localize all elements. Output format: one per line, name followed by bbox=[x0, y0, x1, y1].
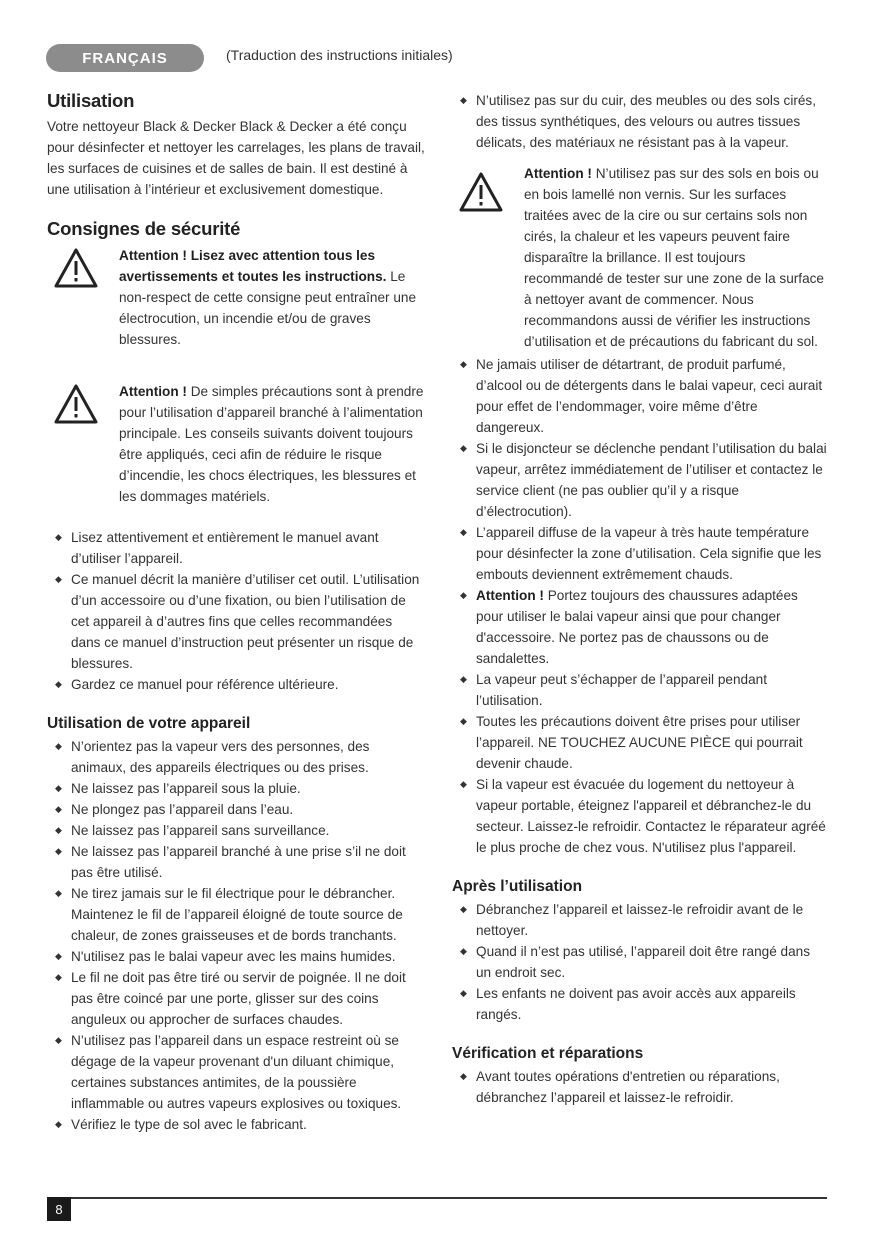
diamond-icon: ◆ bbox=[55, 679, 62, 689]
after-use-heading: Après l’utilisation bbox=[452, 878, 583, 895]
diamond-icon: ◆ bbox=[460, 95, 467, 105]
list-item: ◆ L’appareil diffuse de la vapeur à très haute température pour désinfecter la zone d’utilisation. Cela signifie que les embouts deviennent extrêmement chauds. bbox=[452, 522, 828, 585]
warning-text bbox=[119, 381, 425, 507]
list-item: ◆ Attention ! Portez toujours des chaussures adaptées pour utiliser le balai vapeur ainsi que pour changer d'accessoire. Ne portez pas de chaussons ou de sandalettes. bbox=[452, 585, 828, 669]
diamond-icon: ◆ bbox=[460, 946, 467, 956]
diamond-icon: ◆ bbox=[55, 574, 62, 584]
diamond-icon: ◆ bbox=[460, 674, 467, 684]
warning-label: Attention ! bbox=[119, 384, 187, 399]
list-item: ◆ Toutes les précautions doivent être prises pour utiliser l’appareil. NE TOUCHEZ AUCUNE PIÈCE qui pourrait devenir chaude. bbox=[452, 711, 828, 774]
list-item: ◆ Les enfants ne doivent pas avoir accès aux appareils rangés. bbox=[452, 983, 828, 1025]
list-item: ◆ Ne plongez pas l’appareil dans l’eau. bbox=[47, 799, 425, 820]
diamond-icon: ◆ bbox=[55, 972, 62, 982]
list-item: ◆ Gardez ce manuel pour référence ultérieure. bbox=[47, 674, 425, 695]
diamond-icon: ◆ bbox=[55, 783, 62, 793]
warning-triangle-icon bbox=[53, 383, 99, 425]
usage-text: Votre nettoyeur Black & Decker Black & Decker a été conçu pour désinfecter et nettoyer les carrelages, les plans de travail, les surfaces de cuisines et de salles de bain. Il est destiné à une utilisation à l’intérieur et exclusivement domestique. bbox=[47, 119, 425, 197]
page-number: 8 bbox=[47, 1197, 71, 1221]
warning-block-floors bbox=[452, 163, 828, 352]
warning-label: Attention ! bbox=[524, 166, 592, 181]
diamond-icon: ◆ bbox=[55, 804, 62, 814]
material-bullets bbox=[452, 90, 828, 153]
precaution-bullets bbox=[452, 354, 828, 858]
repair-bullets bbox=[452, 1066, 828, 1108]
list-item: ◆ N’orientez pas la vapeur vers des personnes, des animaux, des appareils électriques ou des prises. bbox=[47, 736, 425, 778]
safety-heading: Consignes de sécurité bbox=[47, 218, 241, 239]
diamond-icon: ◆ bbox=[460, 1071, 467, 1081]
footer-rule bbox=[47, 1197, 827, 1199]
list-item: ◆ Ne tirez jamais sur le fil électrique pour le débrancher. Maintenez le fil de l’appareil éloigné de toute source de chaleur, de zones graisseuses et de bords tranchants. bbox=[47, 883, 425, 946]
diamond-icon: ◆ bbox=[460, 359, 467, 369]
diamond-icon: ◆ bbox=[460, 590, 467, 600]
right-column bbox=[452, 90, 828, 1108]
warning-body: Le non-respect de cette consigne peut entraîner une électrocution, un incendie et/ou de graves blessures. bbox=[119, 269, 416, 347]
list-item: ◆ N’utilisez pas sur du cuir, des meubles ou des sols cirés, des tissus synthétiques, des velours ou autres tissues délicats, des matériaux ne résistant pas à la vapeur. bbox=[452, 90, 828, 153]
list-item: ◆ Ne laissez pas l’appareil branché à une prise s’il ne doit pas être utilisé. bbox=[47, 841, 425, 883]
diamond-icon: ◆ bbox=[55, 1035, 62, 1045]
list-item: ◆ Débranchez l’appareil et laissez-le refroidir avant de le nettoyer. bbox=[452, 899, 828, 941]
warning-text bbox=[524, 163, 828, 352]
list-item: ◆ N'utilisez pas le balai vapeur avec les mains humides. bbox=[47, 946, 425, 967]
diamond-icon: ◆ bbox=[55, 888, 62, 898]
diamond-icon: ◆ bbox=[55, 1119, 62, 1129]
warning-triangle-icon bbox=[53, 247, 99, 289]
warning-label: Attention ! Lisez avec attention tous les avertissements et toutes les instructions. bbox=[119, 248, 387, 284]
diamond-icon: ◆ bbox=[460, 527, 467, 537]
list-item: ◆ Ce manuel décrit la manière d’utiliser cet outil. L’utilisation d’un accessoire ou d’une fixation, ou bien l’utilisation de cet appareil à d’autres fins que celles recommandées dans ce manuel d’instruction peut présenter un risque de blessures. bbox=[47, 569, 425, 674]
list-item: ◆ La vapeur peut s’échapper de l’appareil pendant l’utilisation. bbox=[452, 669, 828, 711]
diamond-icon: ◆ bbox=[55, 846, 62, 856]
repair-heading: Vérification et réparations bbox=[452, 1045, 644, 1062]
device-usage-bullets bbox=[47, 736, 425, 1135]
diamond-icon: ◆ bbox=[460, 716, 467, 726]
translation-note: (Traduction des instructions initiales) bbox=[226, 47, 453, 63]
diamond-icon: ◆ bbox=[55, 951, 62, 961]
diamond-icon: ◆ bbox=[55, 741, 62, 751]
list-item: ◆ N’utilisez pas l’appareil dans un espace restreint où se dégage de la vapeur provenant d'un diluant chimique, certaines substances antimites, de la poussière inflammable ou autres vapeurs explosives ou toxiques. bbox=[47, 1030, 425, 1114]
usage-heading: Utilisation bbox=[47, 90, 135, 111]
language-badge: FRANÇAIS bbox=[46, 44, 204, 72]
diamond-icon: ◆ bbox=[460, 988, 467, 998]
diamond-icon: ◆ bbox=[460, 443, 467, 453]
warning-triangle-icon bbox=[458, 171, 504, 213]
warning-text bbox=[119, 245, 425, 350]
after-use-bullets bbox=[452, 899, 828, 1025]
diamond-icon: ◆ bbox=[460, 904, 467, 914]
list-item: ◆ Le fil ne doit pas être tiré ou servir de poignée. Il ne doit pas être coincé par une porte, glisser sur des coins anguleux ou approcher de surfaces chaudes. bbox=[47, 967, 425, 1030]
warning-body: De simples précautions sont à prendre pour l’utilisation d’appareil branché à l’alimentation principale. Les conseils suivants doivent toujours être appliqués, ceci afin de réduire le risque d’incendie, les chocs électriques, les blessures et les dommages matériels. bbox=[119, 384, 424, 504]
list-item: ◆ Ne jamais utiliser de détartrant, de produit parfumé, d’alcool ou de détergents dans le balai vapeur, ceci aurait pour effet de l’endommager, voire même d’être dangereux. bbox=[452, 354, 828, 438]
list-item: ◆ Quand il n’est pas utilisé, l’appareil doit être rangé dans un endroit sec. bbox=[452, 941, 828, 983]
list-item: ◆ Si la vapeur est évacuée du logement du nettoyeur à vapeur portable, éteignez l'appareil et débranchez-le du secteur. Laissez-le refroidir. Contactez le réparateur agréé le plus proche de chez vous. N'utilisez plus l'appareil. bbox=[452, 774, 828, 858]
warning-body: N’utilisez pas sur des sols en bois ou en bois lamellé non vernis. Sur les surfaces traitées avec de la cire ou sur certains sols non cirés, la chaleur et les vapeurs peuvent faire disparaître la brillance. Il est toujours recommandé de tester sur une zone de la surface à nettoyer avant de commencer. Nous recommandons aussi de vérifier les instructions d’utilisation et de précautions du fabricant du sol. bbox=[524, 166, 824, 349]
list-item: ◆ Lisez attentivement et entièrement le manuel avant d’utiliser l’appareil. bbox=[47, 527, 425, 569]
left-column bbox=[47, 90, 425, 1135]
list-item: ◆ Vérifiez le type de sol avec le fabricant. bbox=[47, 1114, 425, 1135]
list-item: ◆ Avant toutes opérations d'entretien ou réparations, débranchez l’appareil et laissez-le refroidir. bbox=[452, 1066, 828, 1108]
warning-block-general bbox=[47, 245, 425, 350]
general-bullets bbox=[47, 527, 425, 695]
list-item: ◆ Ne laissez pas l’appareil sans surveillance. bbox=[47, 820, 425, 841]
list-item: ◆ Ne laissez pas l’appareil sous la pluie. bbox=[47, 778, 425, 799]
device-usage-heading: Utilisation de votre appareil bbox=[47, 715, 251, 732]
diamond-icon: ◆ bbox=[460, 779, 467, 789]
list-item: ◆ Si le disjoncteur se déclenche pendant l’utilisation du balai vapeur, arrêtez immédiatement de l’utiliser et contactez le service client (ne pas oublier qu’il y a risque d’électrocution). bbox=[452, 438, 828, 522]
diamond-icon: ◆ bbox=[55, 532, 62, 542]
diamond-icon: ◆ bbox=[55, 825, 62, 835]
warning-block-mains bbox=[47, 381, 425, 507]
